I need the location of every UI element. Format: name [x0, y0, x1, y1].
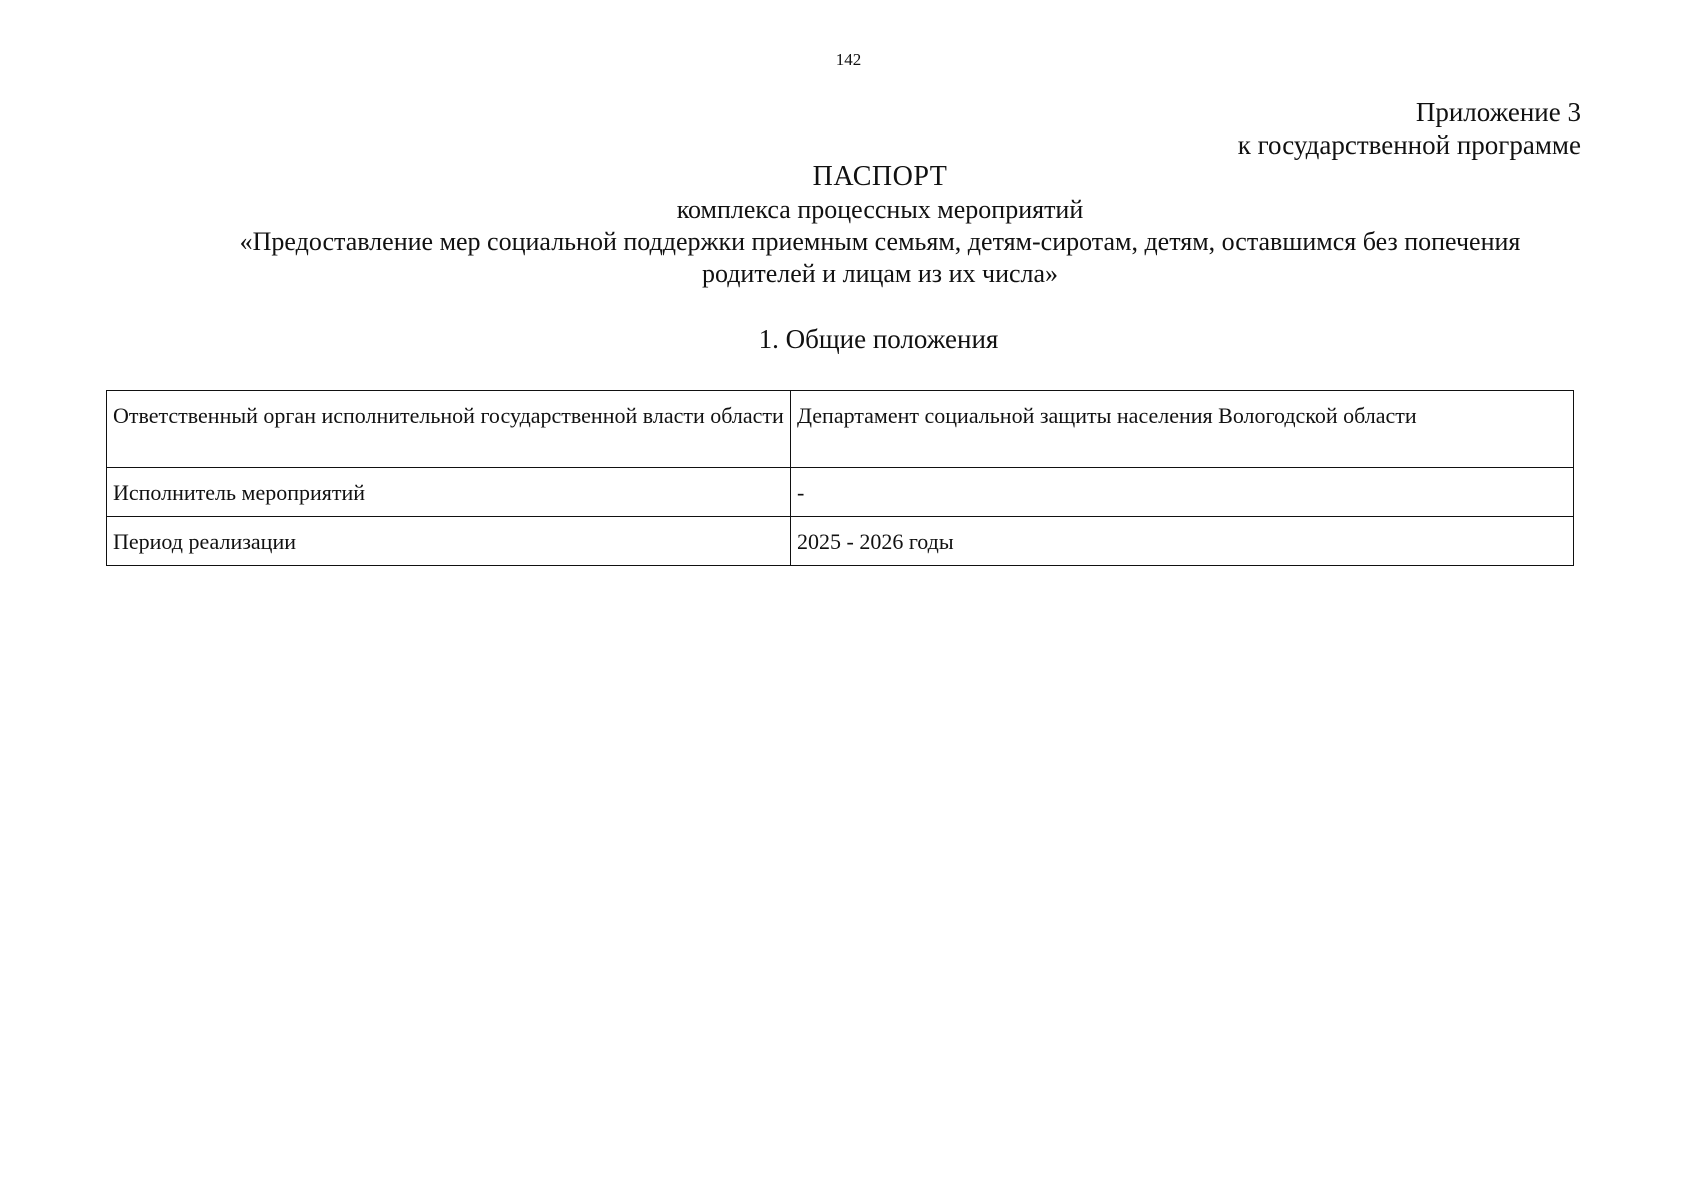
program-name-line-1: «Предоставление мер социальной поддержки приемным семьям, детям-сиротам, детям, оставшимся без попечения: [239, 227, 1521, 256]
document-subtitle: комплекса процессных мероприятий: [676, 195, 1084, 224]
table-row: [107, 517, 1574, 566]
appendix-line-2: к государственной программе: [1237, 130, 1581, 160]
program-name-line-2: родителей и лицам из их числа»: [701, 259, 1059, 288]
executor-label: Исполнитель мероприятий: [107, 468, 791, 517]
section-heading: 1. Общие положения: [758, 324, 999, 354]
general-info-table: [106, 390, 1574, 566]
appendix-note: [1238, 96, 1581, 162]
responsible-authority-label: Ответственный орган исполнительной государственной власти области: [107, 391, 791, 468]
appendix-line-1: Приложение 3: [1415, 97, 1581, 127]
page-number: 142: [835, 50, 862, 69]
document-title: ПАСПОРТ: [812, 161, 948, 192]
table-row: [107, 468, 1574, 517]
implementation-period-label: Период реализации: [107, 517, 791, 566]
table-row: [107, 391, 1574, 468]
executor-value: -: [791, 468, 1574, 517]
title-block: [180, 160, 1580, 290]
implementation-period-value: 2025 - 2026 годы: [791, 517, 1574, 566]
responsible-authority-value: Департамент социальной защиты населения Вологодской области: [791, 391, 1574, 468]
